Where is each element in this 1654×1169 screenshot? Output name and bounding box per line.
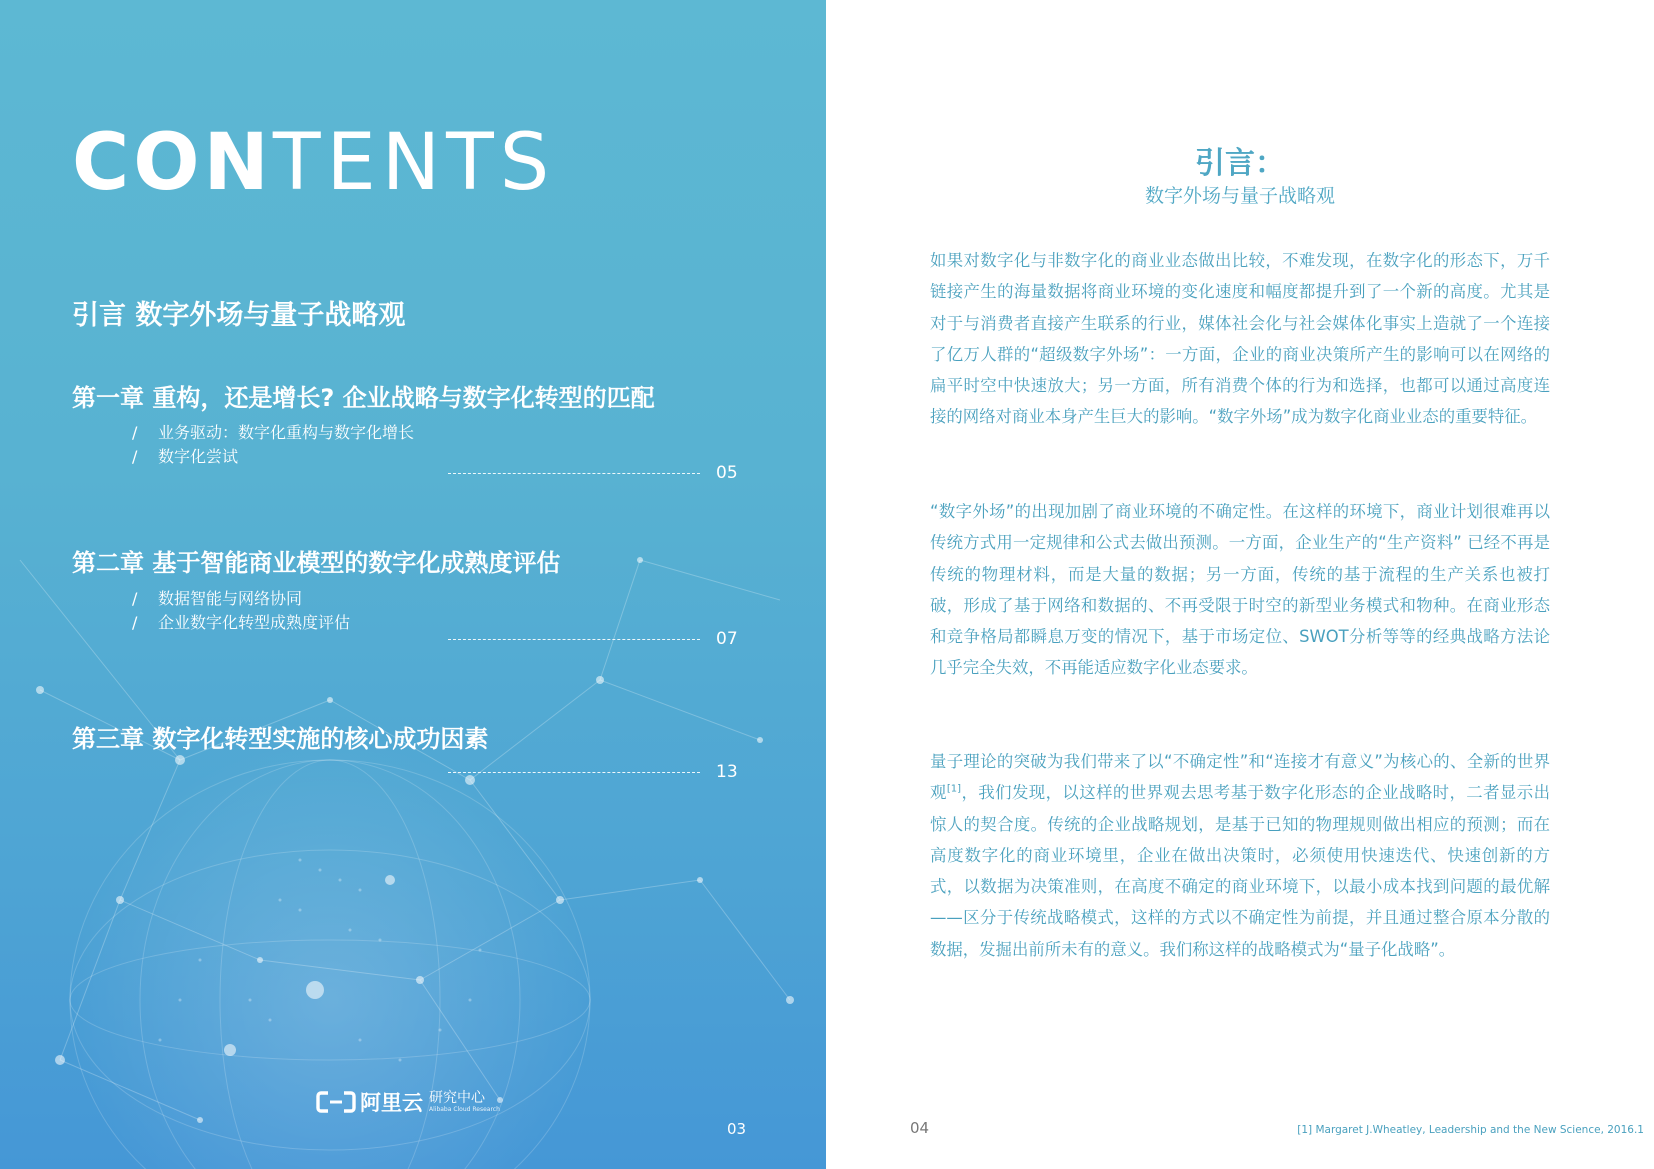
toc-chapter-1-item-1[interactable]: [132, 420, 414, 443]
toc-item-label: 数字化尝试: [158, 447, 239, 466]
toc-intro-heading[interactable]: 引言 数字外场与量子战略观: [72, 300, 406, 331]
logo-sub-cn: 研究中心: [429, 1089, 485, 1106]
toc-item-label: 数据智能与网络协同: [158, 589, 303, 608]
bullet-slash: /: [132, 589, 138, 608]
contents-title-thin: TENTS: [272, 118, 556, 208]
footnote-ref[interactable]: [1]: [946, 783, 962, 795]
intro-paragraph-3-part-2: ，我们发现，以这样的世界观去思考基于数字化形态的企业战略时，二者显示出惊人的契合度。传统的企业战略规划，是基于已知的物理规则做出相应的预测；而在高度数字化的商业环境里，企业在做出决策时，必须使用快速迭代、快速创新的方式，以数据为决策准则，在高度不确定的商业环境下，以最小成本找到问题的最优解——区分于传统战略模式，这样的方式以不确定性为前提，并且通过整合原本分散的数据，发掘出前所未有的意义。我们称这样的战略模式为“量子化战略”。: [930, 783, 1551, 959]
alibaba-cloud-logo-icon: [316, 1090, 356, 1114]
intro-paragraph-3: [930, 746, 1550, 965]
intro-paragraph-3-part-1: 量子理论的突破为我们带来了以“不确定性”和“连接才有意义”为核心的、全新的世界观: [930, 752, 1550, 803]
footnote: [1] Margaret J.Wheatley, Leadership and the New Science, 2016.1: [1297, 1124, 1644, 1136]
dotted-leader: [448, 473, 700, 474]
toc-chapter-1-item-2[interactable]: [132, 444, 238, 467]
right-page: [826, 0, 1654, 1169]
logo-sub-en: Alibaba Cloud Research: [429, 1105, 500, 1113]
intro-title: 引言：: [1195, 146, 1285, 181]
toc-chapter-2-page: 07: [716, 629, 738, 649]
dotted-leader: [448, 772, 700, 773]
toc-chapter-3-title[interactable]: 第三章 数字化转型实施的核心成功因素: [72, 725, 489, 753]
bullet-slash: /: [132, 447, 138, 466]
toc-chapter-1-page: 05: [716, 463, 738, 483]
toc-chapter-3-page: 13: [716, 762, 738, 782]
bullet-slash: /: [132, 613, 138, 632]
toc-item-label: 企业数字化转型成熟度评估: [158, 613, 351, 632]
intro-subtitle: 数字外场与量子战略观: [1144, 185, 1335, 207]
left-page: [0, 0, 826, 1169]
contents-title-bold: CON: [72, 118, 273, 208]
dotted-leader: [448, 639, 700, 640]
bullet-slash: /: [132, 423, 138, 442]
intro-paragraph-2: “数字外场”的出现加剧了商业环境的不确定性。在这样的环境下，商业计划很难再以传统方式用一定规律和公式去做出预测。一方面，企业生产的“生产资料” 已经不再是传统的物理材料，而是大量的数据；另一方面，传统的基于流程的生产关系也被打破，形成了基于网络和数据的、不再受限于时空的新型业务模式和物种。在商业形态和竞争格局都瞬息万变的情况下，基于市场定位、SWOT分析等等的经典战略方法论几乎完全失效，不再能适应数字化业态要求。: [930, 502, 1550, 678]
contents-title: [72, 118, 555, 208]
toc-chapter-2-item-1[interactable]: [132, 586, 302, 609]
toc-chapter-2-item-2[interactable]: [132, 610, 350, 633]
page-number-right: 04: [910, 1119, 930, 1137]
toc-chapter-1-title[interactable]: 第一章 重构，还是增长? 企业战略与数字化转型的匹配: [72, 384, 655, 412]
page-number-left: 03: [727, 1120, 747, 1138]
logo-sub: [429, 1091, 500, 1114]
alibaba-cloud-research-logo: [316, 1087, 500, 1117]
logo-brand-text: 阿里云: [360, 1091, 423, 1115]
toc-chapter-2-title[interactable]: 第二章 基于智能商业模型的数字化成熟度评估: [72, 549, 561, 577]
toc-item-label: 业务驱动：数字化重构与数字化增长: [158, 423, 415, 442]
intro-paragraph-1: 如果对数字化与非数字化的商业业态做出比较，不难发现，在数字化的形态下，万千链接产生的海量数据将商业环境的变化速度和幅度都提升到了一个新的高度。尤其是对于与消费者直接产生联系的行业，媒体社会化与社会媒体化事实上造就了一个连接了亿万人群的“超级数字外场”：一方面，企业的商业决策所产生的影响可以在网络的扁平时空中快速放大；另一方面，所有消费个体的行为和选择，也都可以通过高度连接的网络对商业本身产生巨大的影响。“数字外场”成为数字化商业业态的重要特征。: [930, 251, 1550, 427]
